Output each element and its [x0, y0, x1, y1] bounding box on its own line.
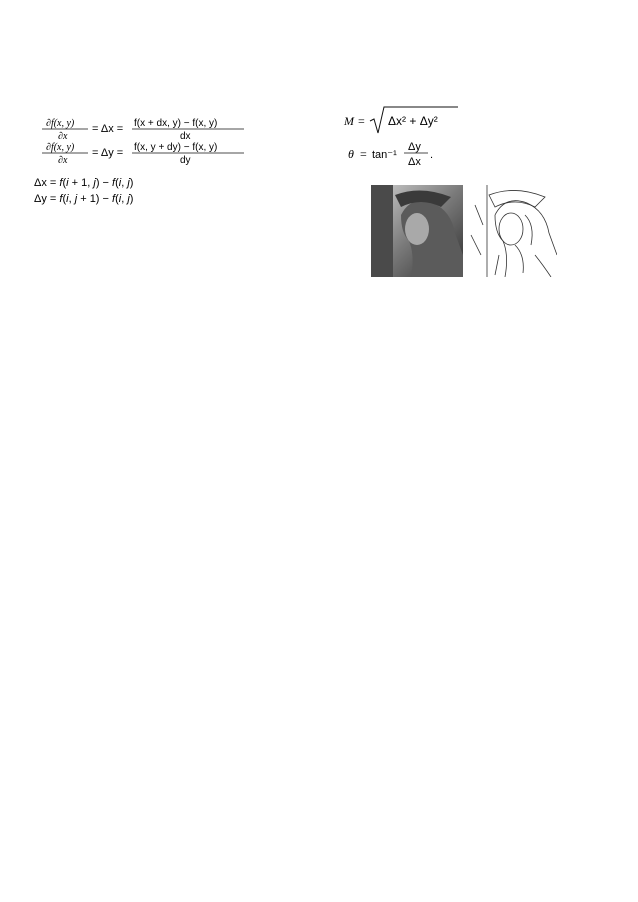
svg-text:dy: dy: [180, 155, 191, 165]
svg-text:f(x, y + dy) − f(x, y): f(x, y + dy) − f(x, y): [134, 142, 218, 153]
svg-text:f(x + dx, y) − f(x, y): f(x + dx, y) − f(x, y): [134, 118, 218, 129]
svg-text:∂x: ∂x: [58, 155, 68, 165]
header-line-2: [0, 36, 638, 52]
equation-2-6: [318, 139, 610, 169]
figure-3-1: [318, 185, 610, 277]
svg-text:dx: dx: [180, 131, 191, 141]
svg-text:Δx² + Δy²: Δx² + Δy²: [388, 114, 438, 128]
equation-2-3-formula: [34, 175, 234, 189]
svg-text:∂f(x, y): ∂f(x, y): [46, 142, 75, 153]
figure-images: [318, 185, 610, 277]
right-column: [318, 95, 610, 277]
svg-text:Δy = f(i, j + 1) − f(i, j): Δy = f(i, j + 1) − f(i, j): [34, 193, 134, 205]
equation-2-4-formula: [34, 191, 234, 205]
svg-text:∂x: ∂x: [58, 131, 68, 141]
svg-text:tan⁻¹: tan⁻¹: [372, 149, 397, 161]
svg-text:=: =: [358, 114, 365, 128]
svg-text:= Δx =: = Δx =: [92, 123, 124, 135]
svg-text:M: M: [344, 114, 354, 128]
svg-text:Δx = f(i + 1, j) − f(i, j): Δx = f(i + 1, j) − f(i, j): [34, 177, 134, 189]
equation-2-3: [34, 175, 324, 189]
svg-text:= Δy =: = Δy =: [92, 147, 124, 159]
equation-2-6-formula: [318, 139, 518, 169]
input-image: [371, 185, 463, 277]
svg-text:.: .: [430, 149, 434, 161]
equation-2-2: [34, 141, 324, 165]
svg-text:θ: θ: [348, 147, 354, 161]
equation-2-5: [318, 103, 610, 137]
equation-2-4: [34, 191, 324, 205]
equation-2-1: [34, 117, 324, 141]
equation-2-5-formula: [318, 103, 518, 137]
svg-text:=: =: [360, 147, 367, 161]
svg-text:Δx: Δx: [408, 156, 421, 168]
svg-text:Δy: Δy: [408, 141, 421, 153]
svg-text:∂f(x, y): ∂f(x, y): [46, 118, 75, 129]
journal-header: [0, 36, 638, 52]
output-edges-image: [465, 185, 557, 277]
equation-2-2-formula: [34, 141, 274, 165]
equation-2-1-formula: [34, 117, 274, 141]
left-column: [34, 95, 324, 205]
